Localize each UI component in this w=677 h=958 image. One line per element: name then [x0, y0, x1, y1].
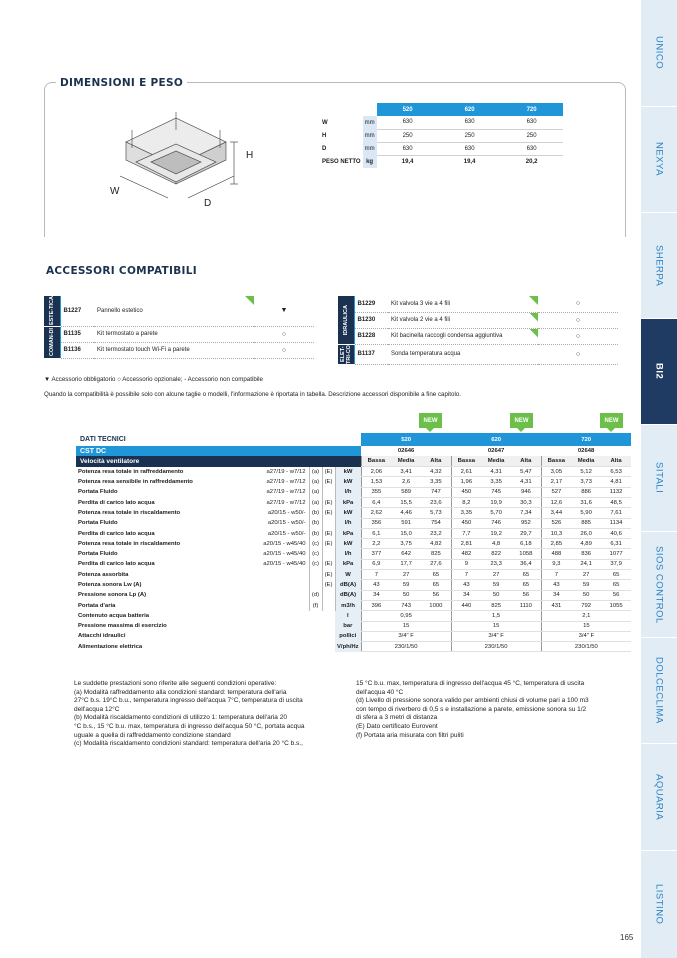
dimension-row-weight: PESO NETTO kg 19,4 19,4 20,2 — [320, 155, 563, 168]
table-row: Potenza resa sensibile in raffreddamento a27/19 - w7/12 (a) (E) kW 1,53 2,6 3,35 1,96 3,35 4,31 2,17 3,73 4,81 — [76, 477, 631, 487]
accessory-row: ESTE-TICA B1227 Pannello estetico ▼ — [44, 296, 314, 326]
table-row: Potenza sonora Lw (A) (E) dB(A) 43 59 65 43 59 65 43 59 65 — [76, 580, 631, 590]
new-badge — [529, 329, 538, 338]
table-row: Potenza resa totale in riscaldamento a20/15 - w50/- (b) (E) kW 2,62 4,46 5,73 3,35 5,70 7,34 3,44 5,90 7,61 — [76, 508, 631, 518]
dimensions-title: DIMENSIONI E PESO — [56, 77, 187, 89]
tab-nexya[interactable]: NEXYA — [641, 107, 677, 213]
table-row: Alimentazione elettrica V/ph/Hz 230/1/50 230/1/50 230/1/50 — [76, 642, 631, 652]
table-row: Perdita di carico lato acqua a20/15 - w50/- (b) (E) kPa 6,1 15,0 23,2 7,7 19,2 29,7 10,3 26,0 40,6 — [76, 528, 631, 538]
new-tag: NEW — [510, 413, 533, 428]
new-badge — [529, 313, 538, 322]
dimension-row-d: D mm 630 630 630 — [320, 142, 563, 155]
table-row: Potenza resa totale in riscaldamento a20/15 - w45/40 (c) (E) kW 2,2 3,75 4,82 2,81 4,8 6,18 2,85 4,89 6,31 — [76, 539, 631, 549]
tech-title: DATI TECNICI — [76, 433, 361, 446]
tab-listino[interactable]: LISTINO — [653, 884, 665, 925]
unit-diagram — [96, 100, 286, 218]
dimension-row-w: W mm 630 630 630 — [320, 116, 563, 129]
accessory-row: B1136 Kit termostato touch Wi-Fi a parete ○ — [44, 342, 314, 358]
table-row: Contenuto acqua batteria l 0,95 1,5 2,1 — [76, 611, 631, 621]
new-badge — [245, 296, 254, 305]
accessory-legend: ▼ Accessorio obbligatorio ○ Accessorio opzionale; - Accessorio non compatibile — [44, 376, 263, 383]
new-tag: NEW — [419, 413, 442, 428]
table-row: Potenza assorbita (E) W 7 27 65 7 27 65 7 27 65 — [76, 570, 631, 580]
table-row: Potenza resa totale in raffreddamento a27/19 - w7/12 (a) (E) kW 2,06 3,41 4,32 2,61 4,31 5,47 3,05 5,12 6,53 — [76, 467, 631, 477]
accessories-title: ACCESSORI COMPATIBILI — [42, 265, 201, 277]
accessory-row: B1228 Kit bacinella raccogli condensa aggiuntiva ○ — [338, 328, 618, 344]
tab-sios-control[interactable]: SIOS CONTROL — [641, 532, 677, 638]
tab-unico[interactable]: UNICO — [641, 0, 677, 107]
page-number: 165 — [620, 933, 634, 942]
table-row: Portata Fluido a20/15 - w45/40 (c) l/h 377 642 825 482 822 1058 488 836 1077 — [76, 549, 631, 559]
dimensions-table: 520 620 720 W mm 630 630 630 H mm 250 250 250 D mm 630 630 630 PESO NETTO kg 19,4 19,4 20,2 — [320, 103, 563, 168]
notes-right: 15 °C b.u. max, temperatura di ingresso dell'acqua 45 °C, temperatura di uscita dell'acqua 40 °C (d) Livello di pressione sonora valido per ambienti chiusi di volume pari a 100 m3 con tempo di riverbero di 0,5 s e installazione a parete, emissione sonora su 1/2 di sfera a 3 metri di distanza (E) Dato certificato Eurovent (f) Portata aria misurata con filtri puliti — [356, 680, 589, 739]
table-row: Pressione sonora Lp (A) (d) dB(A) 34 50 56 34 50 56 34 50 56 — [76, 590, 631, 600]
accessories-right-table — [338, 296, 618, 365]
table-row: Attacchi idraulici pollici 3/4" F 3/4" F 3/4" F — [76, 631, 631, 641]
tab-aquaria[interactable]: AQUARIA — [641, 744, 677, 851]
new-badge — [529, 296, 538, 305]
table-row: Portata Fluido a27/19 - w7/12 (a) l/h 355 589 747 450 745 946 527 886 1132 — [76, 487, 631, 497]
compatibility-note: Quando la compatibilità è possibile solo con alcune taglie o modelli, l'informazione è riportata in tabella. Descrizione accessori disponibile a fine capitolo. — [44, 391, 462, 398]
height-label: H — [246, 150, 254, 161]
notes-left: Le suddette prestazioni sono riferite alle seguenti condizioni operative: (a) Modalità raffreddamento alla condizioni standard: temperatura dell'aria 27°C b.s. 19°C b.u., temperatura ingresso dell'acqua 7°C, temperatura di uscita dell'acqua 12°C (b) Modalità riscaldamento condizioni di utilizzo 1: temperatura dell'aria 20 °C b.s., 15 °C b.u. max, temperatura di ingresso dell'acqua 50 °C, portata acqua uguale a quella di raffreddamento condizione standard (c) Modalità riscaldamento condizioni standard: temperatura dell'aria 20 °C b.s., — [74, 680, 305, 748]
accessory-row: COMAN-DI B1135 Kit termostato a parete ○ — [44, 326, 314, 342]
accessory-row: B1230 Kit valvola 2 vie a 4 fili ○ — [338, 312, 618, 328]
table-row: Perdita di carico lato acqua a27/19 - w7/12 (a) (E) kPa 6,4 15,5 23,6 8,2 19,9 30,3 12,6 31,6 48,5 — [76, 497, 631, 507]
accessories-left-table — [44, 296, 314, 359]
tab-sitali[interactable]: SITALI — [641, 425, 677, 532]
accessory-row: IDRAULICA B1229 Kit valvola 3 vie a 4 fili ○ — [338, 296, 618, 312]
technical-data-table: DATI TECNICI 520 620 720 CST DC 02646 02647 02648 Velocità ventilatore Bassa Media Alta Bassa Media Alta Bassa Media Alta Potenza resa totale in raffreddamento a27/19 - w7/12 (a) (E) kW 2,06 3,41 4,32 2,61 4,31 5,47 3,05 5,12 6,53 Potenza resa sensibile in raffreddamento a27/19 - w7/12 (a) (E) kW 1,53 2,6 3,35 1,96 3,35 4,31 2,17 3,73 4,81 Portata Fluido a27/19 - w7/12 (a) l/h 355 589 747 450 745 946 527 886 1132 Perdita di carico lato acqua a27/19 - w7/12 (a) (E) kPa 6,4 15,5 23,6 8,2 19,9 30,3 12,6 31,6 48,5 Potenza resa totale in riscaldamento a20/15 - w50/- (b) (E) kW 2,62 4,46 5,73 3,35 5,70 7,34 3,44 5,90 7,61 Portata Fluido a20/15 - w50/- (b) l/h 356 591 754 450 746 952 526 885 1134 Perdita di carico lato acqua a20/15 - w50/- (b) (E) kPa 6,1 15,0 23,2 7,7 19,2 29,7 10,3 26,0 40,6 Potenza resa totale in riscaldamento a20/15 - w45/40 (c) (E) kW 2,2 3,75 4,82 2,81 4,8 6,18 2,85 4,89 6,31 Portata Fluido a20/15 - w45/40 (c) l/h 377 642 825 482 822 1058 488 836 1077 Perdita di carico lato acqua a20/15 - w45/40 (c) (E) kPa 6,9 17,7 27,6 9 23,3 36,4 9,3 24,1 37,9 Potenza assorbita (E) W 7 27 65 7 27 65 7 27 65 Potenza sonora Lw (A) (E) dB(A) 43 59 65 43 59 65 43 59 65 Pressione sonora Lp (A) (d) dB(A) 34 50 56 34 50 56 34 50 56 Portata d'aria (f) m3/h 396 743 1000 440 825 1110 431 792 1055 Contenuto acqua batteria l 0,95 1,5 2,1 Pressione massima di esercizio bar 15 15 15 Attacchi idraulici pollici 3/4" F 3/4" F 3/4" F Alimentazione elettrica V/ph/Hz 230/1/50 230/1/50 230/1/50 — [76, 433, 631, 652]
section-sidebar — [641, 0, 677, 958]
accessory-row: ELET-TRI-CO B1137 Sonda temperatura acqua ○ — [338, 344, 618, 364]
table-row: Portata d'aria (f) m3/h 396 743 1000 440 825 1110 431 792 1055 — [76, 600, 631, 610]
tab-bi2[interactable]: BI2 — [641, 319, 677, 425]
table-row: Pressione massima di esercizio bar 15 15 15 — [76, 621, 631, 631]
fan-speed-row: Velocità ventilatore Bassa Media Alta Bassa Media Alta Bassa Media Alta — [76, 456, 631, 466]
table-row: Portata Fluido a20/15 - w50/- (b) l/h 356 591 754 450 746 952 526 885 1134 — [76, 518, 631, 528]
width-label: W — [110, 186, 120, 197]
tab-sherpa[interactable]: SHERPA — [641, 213, 677, 319]
series-name: CST DC — [76, 446, 361, 456]
table-row: Perdita di carico lato acqua a20/15 - w45/40 (c) (E) kPa 6,9 17,7 27,6 9 23,3 36,4 9,3 24,1 37,9 — [76, 559, 631, 569]
dimension-row-h: H mm 250 250 250 — [320, 129, 563, 142]
new-tag: NEW — [600, 413, 623, 428]
depth-label: D — [204, 198, 212, 209]
tab-dolceclima[interactable]: DOLCECLIMA — [641, 638, 677, 744]
